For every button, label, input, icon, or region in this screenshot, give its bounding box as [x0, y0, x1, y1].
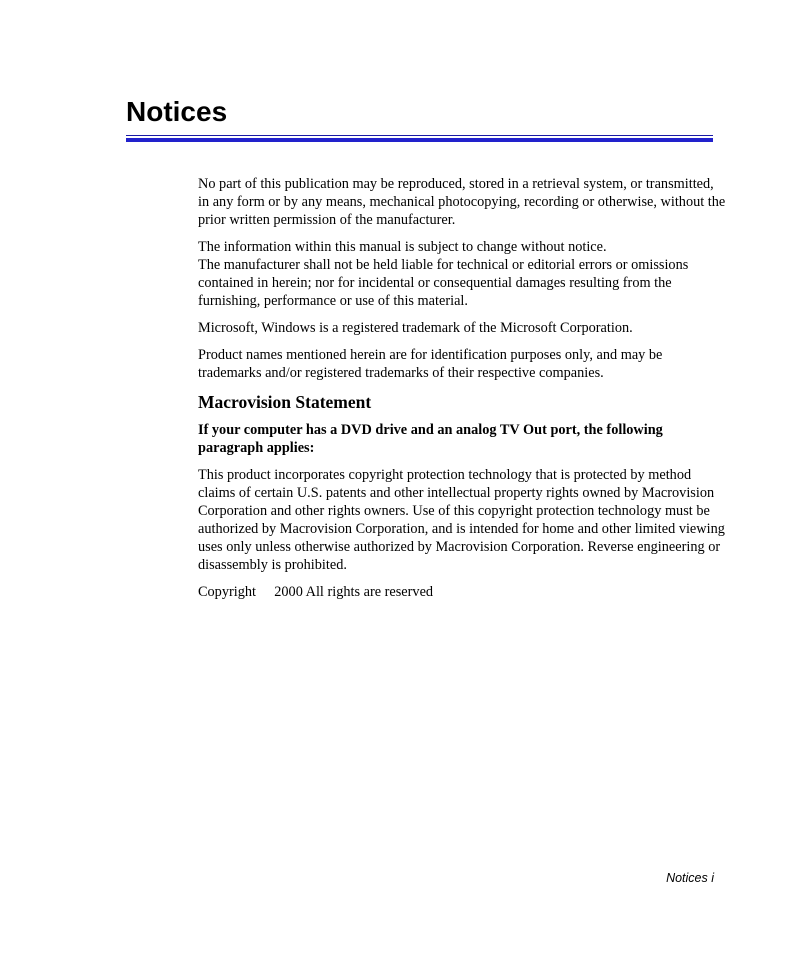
- title-rule-thin: [126, 135, 713, 136]
- copyright-line: Copyright   2000 All rights are reserved: [198, 584, 434, 600]
- notices-content: [198, 175, 728, 610]
- macrovision-body: This product incorporates copyright protection technology that is protected by method claims of certain U.S. patents and other intellectual property rights owned by Macrovision Corporation and other rights owners. Use of this copyright protection technology must be authorized by Macrovision Corporation, and is intended for home and other limited viewing uses only unless otherwise authorized by Macrovision Corporation. Reverse engineering or disassembly is prohibited.: [198, 467, 725, 573]
- page-footer: Notices i: [666, 871, 714, 885]
- change-notice-line: The information within this manual is subject to change without notice.: [198, 239, 607, 255]
- title-rule-thick: [126, 138, 713, 142]
- liability-notice: [198, 238, 728, 310]
- trademark-notice: Microsoft, Windows is a registered trademark of the Microsoft Corporation.: [198, 320, 633, 336]
- macrovision-applicability-note: If your computer has a DVD drive and an analog TV Out port, the following paragraph applies:: [198, 422, 663, 456]
- reproduction-notice: No part of this publication may be reproduced, stored in a retrieval system, or transmitted, in any form or by any means, mechanical photocopying, recording or otherwise, without the prior written permission of the manufacturer.: [198, 176, 726, 228]
- page-title: Notices: [126, 96, 228, 127]
- product-names-notice: Product names mentioned herein are for identification purposes only, and may be trademarks and/or registered trademarks of their respective companies.: [198, 347, 663, 381]
- liability-notice-line: The manufacturer shall not be held liable for technical or editorial errors or omissions contained in herein; nor for incidental or consequential damages resulting from the furnishing, performance or use of this material.: [198, 257, 689, 309]
- macrovision-heading: Macrovision Statement: [198, 392, 372, 412]
